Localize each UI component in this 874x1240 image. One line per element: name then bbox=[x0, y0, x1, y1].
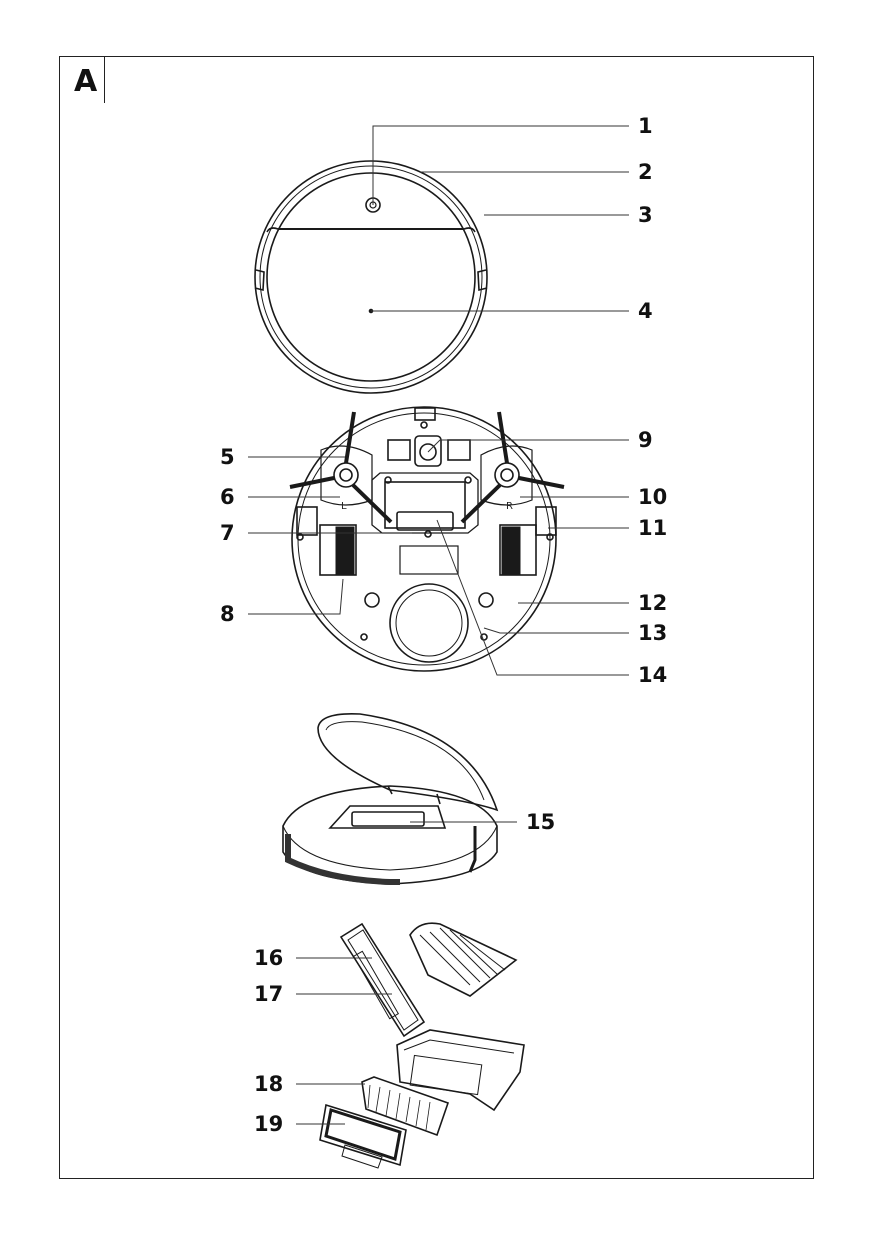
callout-16: 16 bbox=[254, 946, 284, 970]
callout-10: 10 bbox=[638, 485, 668, 509]
leader-lines bbox=[248, 126, 629, 1124]
filter-frame bbox=[410, 923, 516, 996]
callout-13: 13 bbox=[638, 621, 668, 645]
right-wheel-mark: R bbox=[506, 501, 513, 512]
callout-5: 5 bbox=[220, 445, 235, 469]
bin-body bbox=[397, 1030, 524, 1110]
bin-lid bbox=[341, 924, 424, 1036]
callout-12: 12 bbox=[638, 591, 668, 615]
callout-8: 8 bbox=[220, 602, 235, 626]
callout-19: 19 bbox=[254, 1112, 284, 1136]
callout-14: 14 bbox=[638, 663, 668, 687]
robot-top-view bbox=[255, 161, 487, 393]
robot-lid-open bbox=[283, 714, 497, 884]
callout-4: 4 bbox=[638, 299, 653, 323]
section-letter: A bbox=[74, 64, 98, 99]
callout-17: 17 bbox=[254, 982, 284, 1006]
callout-18: 18 bbox=[254, 1072, 284, 1096]
dust-bin-exploded bbox=[320, 923, 524, 1168]
callout-11: 11 bbox=[638, 516, 668, 540]
callout-7: 7 bbox=[220, 521, 235, 545]
callout-2: 2 bbox=[638, 160, 653, 184]
callout-6: 6 bbox=[220, 485, 235, 509]
right-bumper-notch bbox=[478, 270, 487, 290]
left-bumper-notch bbox=[255, 270, 264, 290]
robot-bottom-view bbox=[290, 407, 564, 671]
callout-9: 9 bbox=[638, 428, 653, 452]
left-wheel-mark: L bbox=[341, 501, 347, 512]
open-lid bbox=[318, 714, 497, 810]
right-side-brush bbox=[462, 412, 564, 522]
callout-3: 3 bbox=[638, 203, 653, 227]
callout-1: 1 bbox=[638, 114, 653, 138]
caster-wheel bbox=[390, 584, 468, 662]
callout-15: 15 bbox=[526, 810, 556, 834]
hepa-filter bbox=[362, 1077, 448, 1135]
filter-holder bbox=[320, 1105, 406, 1165]
outer-shell bbox=[255, 161, 487, 393]
top-cover-rim bbox=[267, 173, 475, 381]
